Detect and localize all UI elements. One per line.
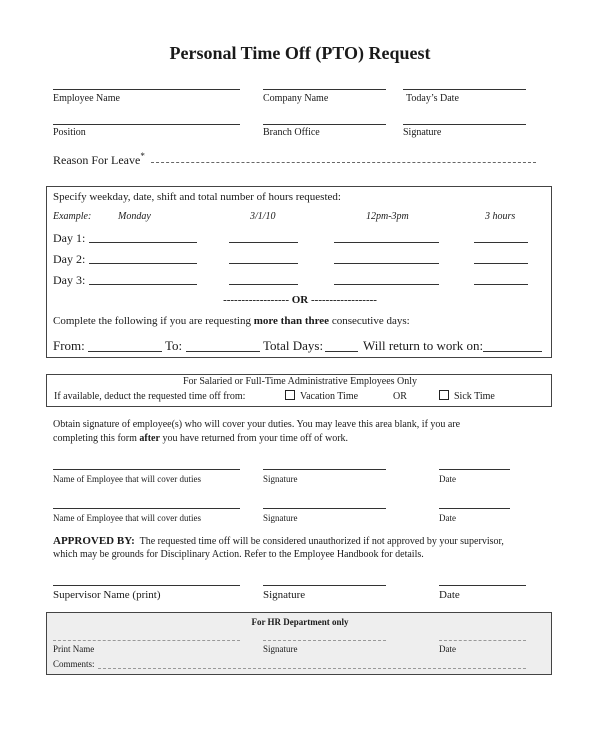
more-than-suffix: consecutive days: xyxy=(329,315,410,327)
return-to-work-label: Will return to work on: xyxy=(363,338,484,353)
page-title: Personal Time Off (PTO) Request xyxy=(169,43,431,63)
cover-employee-2-signature-label: Signature xyxy=(263,513,298,523)
hr-date-label: Date xyxy=(439,644,456,654)
day-3-label: Day 3: xyxy=(53,273,86,287)
cover-line2-bold: after xyxy=(139,433,160,444)
supervisor-name-field[interactable] xyxy=(53,585,240,586)
day-1-hours-field[interactable] xyxy=(474,242,528,243)
approved-by-label: APPROVED BY: xyxy=(53,535,135,547)
day-3-hours-field[interactable] xyxy=(474,284,528,285)
cover-employee-1-name-field[interactable] xyxy=(53,469,240,470)
hr-print-name-label: Print Name xyxy=(53,644,95,654)
approved-by-line-2: which may be grounds for Disciplinary Action. Refer to the Employee Handbook for details. xyxy=(53,549,424,560)
cover-employee-2-name-field[interactable] xyxy=(53,508,240,509)
required-asterisk: * xyxy=(140,151,145,161)
todays-date-label: Today’s Date xyxy=(406,93,459,104)
vacation-time-label: Vacation Time xyxy=(300,391,359,402)
reason-label-text: Reason For Leave xyxy=(53,153,141,167)
company-name-field[interactable] xyxy=(263,89,386,90)
cover-employee-1-signature-field[interactable] xyxy=(263,469,386,470)
approved-by-text: The requested time off will be considered unauthorized if not approved by your supervisor, xyxy=(134,536,504,547)
employee-name-field[interactable] xyxy=(53,89,240,90)
more-than-prefix: Complete the following if you are requesting xyxy=(53,315,254,327)
day-1-shift-field[interactable] xyxy=(334,242,439,243)
day-3-shift-field[interactable] xyxy=(334,284,439,285)
signature-field[interactable] xyxy=(403,124,526,125)
example-shift: 12pm-3pm xyxy=(366,211,409,222)
hr-signature-field[interactable] xyxy=(263,640,386,641)
signature-label: Signature xyxy=(403,127,442,138)
or-divider: ------------------ OR ------------------ xyxy=(223,294,377,306)
total-days-field[interactable] xyxy=(325,351,358,352)
day-2-date-field[interactable] xyxy=(229,263,298,264)
cover-instruction-line-1: Obtain signature of employee(s) who will cover your duties. You may leave this area blank, if you are xyxy=(53,419,461,430)
days-instruction: Specify weekday, date, shift and total number of hours requested: xyxy=(53,191,341,203)
approved-by-line-1 xyxy=(53,535,504,547)
cover-employee-1-date-field[interactable] xyxy=(439,469,510,470)
day-2-shift-field[interactable] xyxy=(334,263,439,264)
hr-signature-label: Signature xyxy=(263,644,298,654)
example-weekday: Monday xyxy=(118,211,151,222)
cover-employee-1-name-label: Name of Employee that will cover duties xyxy=(53,474,201,484)
sick-time-label: Sick Time xyxy=(454,391,495,402)
cover-employee-1-signature-label: Signature xyxy=(263,474,298,484)
supervisor-date-label: Date xyxy=(439,589,460,601)
employee-name-label: Employee Name xyxy=(53,93,120,104)
supervisor-name-label: Supervisor Name (print) xyxy=(53,589,161,601)
day-2-weekday-field[interactable] xyxy=(89,263,197,264)
cover-employee-2-name-label: Name of Employee that will cover duties xyxy=(53,513,201,523)
sick-time-option[interactable] xyxy=(439,390,495,402)
vacation-time-option[interactable] xyxy=(285,390,358,402)
branch-office-field[interactable] xyxy=(263,124,386,125)
day-3-date-field[interactable] xyxy=(229,284,298,285)
hr-heading: For HR Department only xyxy=(251,617,349,627)
example-date: 3/1/10 xyxy=(250,211,276,222)
more-than-bold: more than three xyxy=(253,315,330,327)
cover-employee-2-date-label: Date xyxy=(439,513,456,523)
reason-for-leave-field[interactable] xyxy=(151,162,536,163)
hr-print-name-field[interactable] xyxy=(53,640,240,641)
cover-employee-2-date-field[interactable] xyxy=(439,508,510,509)
supervisor-date-field[interactable] xyxy=(439,585,526,586)
cover-employee-1-date-label: Date xyxy=(439,474,456,484)
supervisor-signature-label: Signature xyxy=(263,589,306,601)
company-name-label: Company Name xyxy=(263,93,329,104)
to-label: To: xyxy=(165,338,183,353)
day-2-label: Day 2: xyxy=(53,252,86,266)
cover-line2-suffix: you have returned from your time off of work. xyxy=(159,433,349,444)
reason-for-leave-label xyxy=(53,151,145,168)
total-days-label: Total Days: xyxy=(263,338,324,353)
vacation-time-checkbox[interactable] xyxy=(285,390,295,400)
day-1-label: Day 1: xyxy=(53,231,86,245)
hr-comments-field[interactable] xyxy=(98,668,526,669)
position-label: Position xyxy=(53,127,86,138)
cover-employee-2-signature-field[interactable] xyxy=(263,508,386,509)
todays-date-field[interactable] xyxy=(403,89,526,90)
day-1-date-field[interactable] xyxy=(229,242,298,243)
from-label: From: xyxy=(53,338,85,353)
day-1-weekday-field[interactable] xyxy=(89,242,197,243)
to-date-field[interactable] xyxy=(186,351,260,352)
hr-date-field[interactable] xyxy=(439,640,526,641)
position-field[interactable] xyxy=(53,124,240,125)
sick-time-checkbox[interactable] xyxy=(439,390,449,400)
cover-instruction-line-2 xyxy=(53,433,348,444)
day-3-weekday-field[interactable] xyxy=(89,284,197,285)
more-than-three-instruction xyxy=(53,315,410,327)
deduct-instruction: If available, deduct the requested time off from: xyxy=(54,391,246,402)
supervisor-signature-field[interactable] xyxy=(263,585,386,586)
example-label: Example: xyxy=(53,211,92,222)
salaried-heading: For Salaried or Full-Time Administrative Employees Only xyxy=(182,376,418,387)
return-date-field[interactable] xyxy=(483,351,542,352)
example-hours: 3 hours xyxy=(485,211,516,222)
or-text: OR xyxy=(393,391,407,402)
hr-comments-label: Comments: xyxy=(53,659,95,669)
cover-line2-prefix: completing this form xyxy=(53,433,140,444)
from-date-field[interactable] xyxy=(88,351,162,352)
day-2-hours-field[interactable] xyxy=(474,263,528,264)
branch-office-label: Branch Office xyxy=(263,127,320,138)
